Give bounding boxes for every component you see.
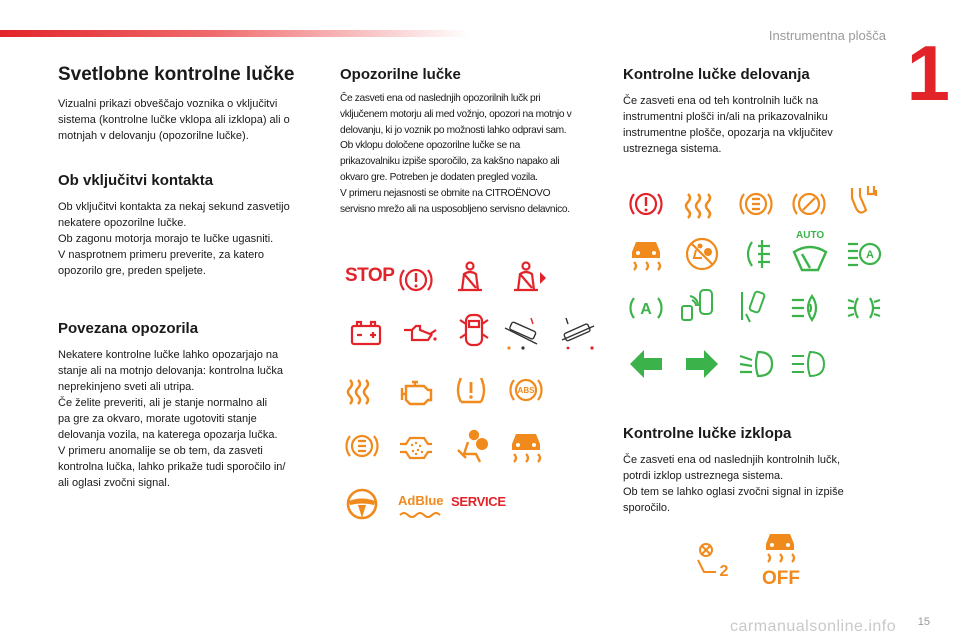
warning-title: Opozorilne lučke (340, 66, 461, 83)
park-assist-icon (738, 288, 774, 324)
auto-label: AUTO (796, 230, 825, 241)
airbag-icon (454, 428, 490, 464)
svg-text:ABS: ABS (517, 386, 535, 395)
svg-text:A: A (866, 249, 874, 261)
off-title: Kontrolne lučke izklopa (623, 425, 792, 442)
svg-text:A: A (640, 301, 652, 318)
seatbelt-icon (452, 260, 488, 296)
middle-column (340, 66, 610, 217)
intro-text: Vizualni prikazi obveščajo voznika o vključitvi sistema (kontrolne lučke vklopa ali izklopa) ali o motnjah v delovanju (opozorilne lučke). (58, 98, 290, 142)
foot-on-brake-icon (846, 184, 882, 220)
indicator-title: Kontrolne lučke delovanja (623, 66, 810, 83)
airbag-passenger-off-icon (694, 542, 730, 578)
sidelights-icon (846, 290, 882, 326)
power-steering-icon (344, 486, 380, 522)
auto-highbeam-icon (846, 236, 882, 272)
right-column (623, 66, 893, 157)
linked-section (58, 320, 328, 491)
oil-pressure-icon (402, 316, 438, 352)
coolant-gauge-icon (503, 314, 539, 350)
indicator-text: Če zasveti ena od teh kontrolnih lučk na instrumentni plošči in/ali na prikazovalniku instrumentne plošče, opozarja na vključitev ustreznega sistema. (623, 95, 833, 155)
parking-sensor-icon (680, 288, 716, 324)
chapter-title: Instrumentna plošča (768, 28, 886, 43)
front-fog-icon (790, 290, 826, 326)
ignition-title: Ob vključitvi kontakta (58, 172, 214, 189)
off-label: OFF (762, 568, 800, 589)
turn-right-icon (684, 346, 720, 382)
warning-text: Če zasveti ena od naslednjih opozorilnih lučk pri vključenem motorju ali med vožnjo, opozori na motnjo v delovanju, ki jo voznik po možnosti lahko odpravi sam. Ob vklopu določene opozorilne lučke se na prikazovalniku izpiše sporočilo, za kakšno napako ali okvaro gre. Potreben je dodaten pregled vozila. V primeru nejasnosti se obrnite na CITROËNOVO servisno mrežo ali na usposobljeno servisno delavnico. (340, 93, 572, 215)
chapter-number: 1 (906, 29, 950, 117)
ignition-text: Ob vključitvi kontakta za nekaj sekund zasvetijo nekatere opozorilne lučke. Ob zagonu motorja morajo te lučke ugasniti. V nasprotnem primeru preverite, za katero opozorilo gre, preden speljete. (58, 201, 290, 277)
brake-warning-icon (628, 186, 664, 222)
linked-text: Nekatere kontrolne lučke lahko opozarjajo na stanje ali na motnjo delovanja: kontrolna lučka neprekinjeno sveti ali utripa. Če želite preveriti, ali je stanje normalno ali pa gre za okvaro, morate ugotoviti stanje delovanja vozila, na katerega opozarja lučka. V primeru anomalije se ob tem, da zasveti kontrolna lučka, lahko prikaže tudi sporočilo in/ ali oglasi zvočni signal. (58, 349, 286, 489)
airbag-off-icon (684, 236, 720, 272)
page-title: Svetlobne kontrolne lučke (58, 64, 295, 85)
header-accent-bar (0, 30, 470, 37)
adblue-label: AdBlue (398, 493, 444, 508)
preheating-icon (684, 188, 720, 224)
turn-left-icon (628, 346, 664, 382)
particle-filter-icon (398, 430, 434, 466)
rear-fog-icon (740, 236, 776, 272)
watermark: carmanualsonline.info (730, 618, 897, 635)
off-section (623, 425, 893, 516)
parking-brake-icon (738, 186, 774, 222)
service-label: SERVICE (451, 494, 506, 509)
door-open-icon (456, 312, 492, 348)
linked-title: Povezana opozorila (58, 320, 199, 337)
svg-text:2: 2 (719, 563, 729, 580)
battery-icon (348, 316, 384, 352)
preheating-icon (344, 374, 380, 410)
brake-warning-icon (398, 262, 434, 298)
engine-icon (398, 374, 434, 410)
stop-start-icon (628, 290, 664, 326)
tyre-pressure-icon (453, 372, 489, 408)
esp-icon (508, 428, 544, 464)
adblue-wave-icon (398, 506, 442, 514)
ignition-section (58, 172, 328, 279)
page-number: 15 (917, 616, 930, 628)
main-beam-icon (790, 346, 826, 382)
esp-icon (628, 238, 664, 274)
auto-wipe-icon (792, 244, 828, 280)
stop-label: STOP (345, 265, 395, 286)
off-text: Če zasveti ena od naslednjih kontrolnih lučk, potrdi izklop ustreznega sistema. Ob tem se lahko oglasi zvočni signal in izpiše sporočilo. (623, 454, 844, 514)
auto-gearbox-icon (344, 428, 380, 464)
abs-icon (508, 372, 544, 408)
dipped-beam-icon (738, 346, 774, 382)
handbrake-icon (791, 186, 827, 222)
oil-level-gauge-icon (560, 314, 596, 350)
esp-off-icon (762, 532, 798, 568)
left-column (58, 64, 328, 144)
passenger-seatbelt-icon (510, 260, 546, 296)
